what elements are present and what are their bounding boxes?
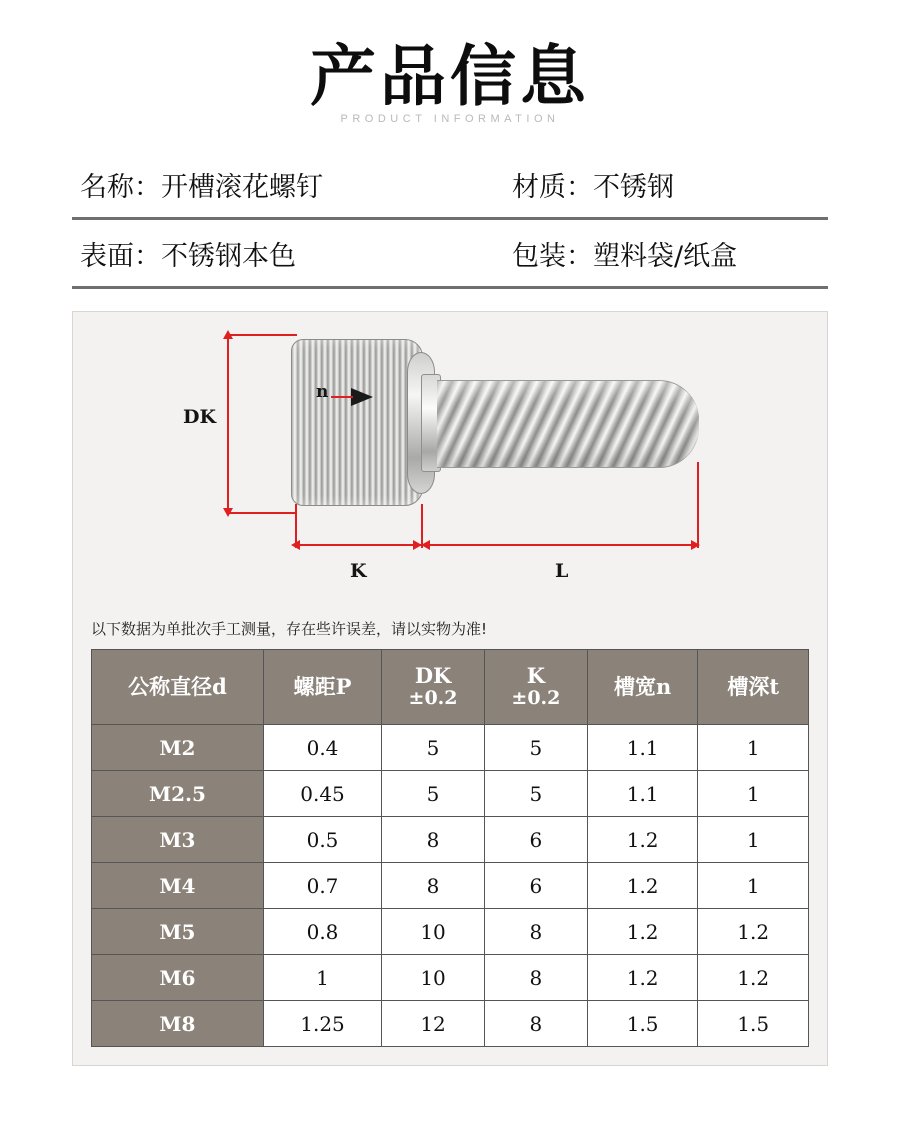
dk-ext-top: [227, 334, 297, 336]
cell-k: 6: [484, 863, 587, 909]
cell-slot-depth: 1.2: [698, 909, 809, 955]
header-dk: [382, 650, 485, 725]
table-row: [92, 955, 809, 1001]
drawing-and-table-panel: [72, 311, 828, 1066]
header-slot-width-main: 槽宽n: [613, 674, 672, 700]
cell-slot-width: 1.2: [587, 863, 698, 909]
divider-2: [72, 286, 828, 289]
header-slot-depth: [698, 650, 809, 725]
cell-dk: 5: [382, 725, 485, 771]
screw-threaded-shaft: [437, 380, 699, 468]
cell-pitch: 0.7: [263, 863, 381, 909]
spec-list: [72, 151, 828, 289]
k-dimension-line: [295, 544, 421, 546]
n-label: n: [316, 382, 329, 403]
cell-slot-width: 1.2: [587, 817, 698, 863]
header-dk-sub: ±0.2: [408, 687, 458, 710]
dk-dimension-line: [227, 334, 229, 514]
header-pitch: [263, 650, 381, 725]
specification-table: [91, 649, 809, 1047]
cell-k: 8: [484, 1001, 587, 1047]
cell-slot-depth: 1: [698, 771, 809, 817]
cell-pitch: 0.45: [263, 771, 381, 817]
cell-slot-width: 1.1: [587, 771, 698, 817]
title-chinese: 产品信息: [310, 38, 590, 115]
cell-slot-depth: 1: [698, 817, 809, 863]
cell-dk: 10: [382, 909, 485, 955]
n-leader-line: [331, 396, 353, 398]
cell-dk: 5: [382, 771, 485, 817]
l-ext-right: [697, 462, 699, 548]
page-title: [0, 0, 900, 125]
cell-dk: 10: [382, 955, 485, 1001]
header-dk-main: DK: [414, 663, 452, 689]
k-label: K: [350, 560, 367, 583]
header-diameter: [92, 650, 264, 725]
header-diameter-main: 公称直径d: [128, 674, 227, 700]
header-k-main: K: [526, 663, 546, 689]
table-row: [92, 863, 809, 909]
cell-slot-width: 1.5: [587, 1001, 698, 1047]
table-header-row: [92, 650, 809, 725]
spec-row-1: [72, 151, 828, 217]
measurement-note: 以下数据为单批次手工测量，存在些许误差，请以实物为准!: [91, 620, 488, 639]
dk-label: DK: [183, 406, 216, 429]
table-row: [92, 1001, 809, 1047]
cell-diameter: M5: [92, 909, 264, 955]
l-arrow-left: [421, 540, 430, 550]
cell-slot-width: 1.2: [587, 955, 698, 1001]
cell-pitch: 0.5: [263, 817, 381, 863]
dk-ext-bottom: [227, 512, 297, 514]
header-slot-width: [587, 650, 698, 725]
spec-material: 材质：不锈钢: [512, 171, 674, 203]
table-row: [92, 771, 809, 817]
title-english: PRODUCT INFORMATION: [340, 113, 560, 126]
cell-k: 5: [484, 771, 587, 817]
table-row: [92, 909, 809, 955]
cell-diameter: M3: [92, 817, 264, 863]
cell-k: 8: [484, 955, 587, 1001]
cell-k: 6: [484, 817, 587, 863]
k-ext-left: [295, 504, 297, 548]
l-label: L: [555, 560, 569, 583]
cell-k: 5: [484, 725, 587, 771]
spec-surface: 表面：不锈钢本色: [80, 240, 296, 272]
header-pitch-main: 螺距P: [293, 674, 352, 700]
cell-slot-depth: 1.2: [698, 955, 809, 1001]
cell-pitch: 1: [263, 955, 381, 1001]
cell-k: 8: [484, 909, 587, 955]
screw-knurled-head: [291, 339, 423, 506]
table-row: [92, 725, 809, 771]
cell-diameter: M2.5: [92, 771, 264, 817]
header-k-sub: ±0.2: [511, 687, 561, 710]
screw-diagram: [73, 312, 827, 612]
slot-indicator: [351, 388, 373, 406]
header-k: [484, 650, 587, 725]
cell-slot-depth: 1.5: [698, 1001, 809, 1047]
spec-row-2: [72, 220, 828, 286]
cell-diameter: M8: [92, 1001, 264, 1047]
header-slot-depth-main: 槽深t: [727, 674, 780, 700]
l-dimension-line: [425, 544, 699, 546]
cell-slot-depth: 1: [698, 863, 809, 909]
cell-pitch: 1.25: [263, 1001, 381, 1047]
cell-diameter: M4: [92, 863, 264, 909]
cell-pitch: 0.4: [263, 725, 381, 771]
cell-diameter: M2: [92, 725, 264, 771]
cell-slot-depth: 1: [698, 725, 809, 771]
spec-name: 名称：开槽滚花螺钉: [80, 171, 323, 203]
cell-dk: 8: [382, 817, 485, 863]
spec-packaging: 包装：塑料袋/纸盒: [512, 240, 738, 272]
cell-pitch: 0.8: [263, 909, 381, 955]
cell-slot-width: 1.2: [587, 909, 698, 955]
cell-diameter: M6: [92, 955, 264, 1001]
cell-dk: 12: [382, 1001, 485, 1047]
cell-slot-width: 1.1: [587, 725, 698, 771]
table-row: [92, 817, 809, 863]
cell-dk: 8: [382, 863, 485, 909]
